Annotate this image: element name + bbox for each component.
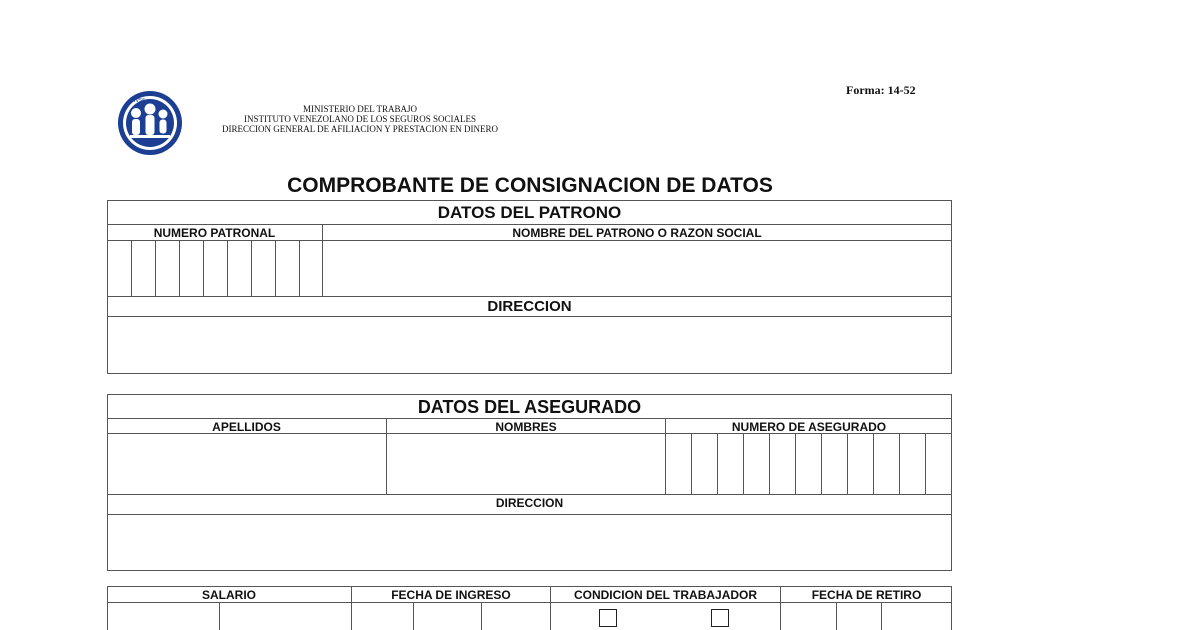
condition-checkbox-1[interactable] bbox=[599, 609, 617, 627]
employer-name-field[interactable] bbox=[323, 241, 951, 296]
header-block bbox=[196, 104, 524, 134]
surnames-label: APELLIDOS bbox=[212, 420, 281, 434]
salary-label: SALARIO bbox=[202, 588, 256, 602]
employer-address-field[interactable] bbox=[108, 317, 951, 373]
divider bbox=[481, 602, 482, 630]
insured-address-field[interactable] bbox=[108, 515, 951, 570]
ministry-name: MINISTERIO DEL TRABAJO bbox=[303, 104, 417, 114]
employer-number-label: NUMERO PATRONAL bbox=[153, 226, 276, 240]
insured-number-label: NUMERO DE ASEGURADO bbox=[731, 420, 887, 434]
divider bbox=[836, 602, 837, 630]
employer-section-title: DATOS DEL PATRONO bbox=[437, 203, 622, 222]
institute-name: INSTITUTO VENEZOLANO DE LOS SEGUROS SOCIALES bbox=[244, 114, 476, 124]
direction-name: DIRECCION GENERAL DE AFILIACION Y PRESTACION EN DINERO bbox=[221, 124, 499, 134]
logo-lettering: IVSS bbox=[134, 98, 146, 104]
surnames-field[interactable] bbox=[108, 434, 386, 494]
worker-condition-label: CONDICION DEL TRABAJADOR bbox=[573, 588, 758, 602]
document-title: COMPROBANTE DE CONSIGNACION DE DATOS bbox=[287, 174, 773, 197]
divider bbox=[881, 602, 882, 630]
form-code: Forma: 14-52 bbox=[846, 83, 916, 97]
insured-address-label: DIRECCION bbox=[495, 496, 564, 510]
ivss-logo bbox=[116, 89, 184, 157]
employer-name-label: NOMBRE DEL PATRONO O RAZON SOCIAL bbox=[512, 226, 762, 240]
insured-section-title: DATOS DEL ASEGURADO bbox=[417, 397, 642, 417]
employer-address-label: DIRECCION bbox=[487, 298, 572, 315]
divider bbox=[107, 602, 952, 603]
employer-number-field[interactable] bbox=[108, 241, 322, 296]
divider bbox=[107, 494, 952, 495]
divider bbox=[107, 224, 952, 225]
condition-checkbox-2[interactable] bbox=[711, 609, 729, 627]
divider bbox=[107, 296, 952, 297]
insured-number-field[interactable] bbox=[666, 434, 951, 494]
divider bbox=[107, 418, 952, 419]
names-field[interactable] bbox=[387, 434, 665, 494]
divider bbox=[413, 602, 414, 630]
retirement-date-label: FECHA DE RETIRO bbox=[811, 588, 922, 602]
names-label: NOMBRES bbox=[495, 420, 557, 434]
ivss-logo-icon bbox=[116, 89, 184, 157]
entry-date-label: FECHA DE INGRESO bbox=[391, 588, 511, 602]
divider bbox=[219, 602, 220, 630]
